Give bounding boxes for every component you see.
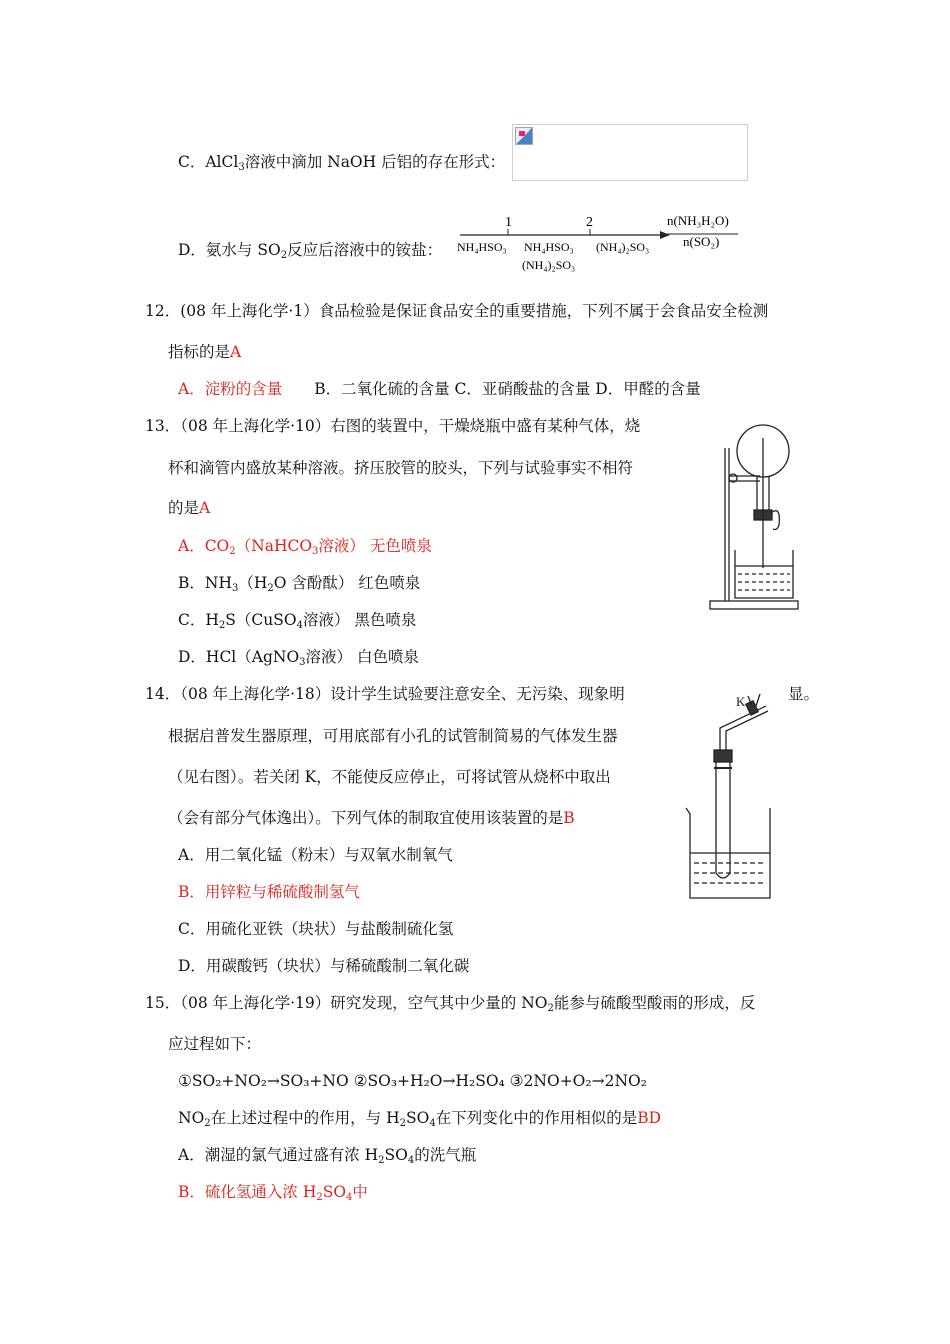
q15-question: $NO_2$在上述过程中的作用，与 $H_2SO_4$在下列变化中的作用相似的是BD <box>178 1109 662 1129</box>
q14-option-b: B．用锌粒与稀硫酸制氢气 <box>178 883 360 901</box>
q13-option-c: C．$H_2S(CuSO_4$溶液） 黑色喷泉 <box>178 611 417 631</box>
q13-stem-line1: 13．（08 年上海化学·10）右图的装置中，干燥烧瓶中盛有某种气体，烧 <box>145 417 641 435</box>
q14-stem-line3: （见右图）。若关闭 K，不能使反应停止，可将试管从烧杯中取出 <box>168 768 611 786</box>
q15-stem-line1: 15．（08 年上海化学·19）研究发现，空气其中少量的 $NO_2$能参与硫酸型酸雨的形成，反 <box>145 994 756 1014</box>
q12-stem-line2: 指标的是A <box>168 343 242 361</box>
ratio-axis-diagram <box>455 210 745 275</box>
q12-answer: A <box>230 343 242 361</box>
q12-options <box>178 379 701 399</box>
broken-image-placeholder <box>512 124 748 181</box>
q13-stem-line2: 杯和滴管内盛放某种溶液。挤压胶管的胶头，下列与试验事实不相符 <box>168 459 634 477</box>
q15-option-a: A．潮湿的氯气通过盛有浓 $H_2SO_4$的洗气瓶 <box>178 1146 477 1166</box>
q13-option-a: A．$CO_2(NaHCO_3$溶液） 无色喷泉 <box>178 537 432 557</box>
segment-2-label-b: (NH₄)₂SO₃ <box>522 258 576 272</box>
q13-option-d: D．HCl（AgNO$_3$溶液） 白色喷泉 <box>178 648 419 668</box>
q15-option-b: B．硫化氢通入浓 $H_2SO_4$中 <box>178 1183 368 1203</box>
q12-options-bcd: B．二氧化硫的含量 C．亚硝酸盐的含量 D．甲醛的含量 <box>314 380 701 398</box>
q14-stem-line1-tail: 显。 <box>788 685 820 703</box>
fountain-apparatus-figure <box>705 418 815 618</box>
q14-option-d: D．用碳酸钙（块状）与稀硫酸制二氧化碳 <box>178 957 470 975</box>
broken-image-icon <box>515 127 533 145</box>
q14-stem-line4: （会有部分气体逸出）。下列气体的制取宜使用该装置的是B <box>168 809 575 827</box>
ratio-denominator: n(SO₂) <box>683 234 720 249</box>
segment-3-label: (NH₄)₂SO₃ <box>596 240 650 254</box>
axis-tick-2: 2 <box>586 215 593 230</box>
ratio-numerator: n(NH₃H₂O) <box>667 213 729 228</box>
q12-option-a: A．淀粉的含量 <box>178 380 283 398</box>
gas-generator-figure <box>678 688 788 908</box>
q11-option-d: D．氨水与 $SO_2$反应后溶液中的铵盐： <box>178 241 443 261</box>
q13-stem-line3: 的是A <box>168 499 211 517</box>
q14-stem-line2: 根据启普发生器原理，可用底部有小孔的试管制简易的气体发生器 <box>168 727 618 745</box>
q14-option-a: A．用二氧化锰（粉末）与双氧水制氧气 <box>178 846 453 864</box>
q15-equations: ①SO₂+NO₂→SO₃+NO ②SO₃+H₂O→H₂SO₄ ③2NO+O₂→2NO₂ <box>178 1072 647 1090</box>
q14-option-c: C．用硫化亚铁（块状）与盐酸制硫化氢 <box>178 920 454 938</box>
axis-tick-1: 1 <box>505 215 512 230</box>
q13-answer: A <box>199 499 211 517</box>
valve-label-k: K <box>736 694 746 709</box>
q13-option-b: B．$NH_3(H_2O$ 含酚酞） 红色喷泉 <box>178 574 421 594</box>
segment-1-label: NH₄HSO₃ <box>457 240 507 254</box>
segment-2-label-a: NH₄HSO₃ <box>524 240 574 254</box>
q14-answer: B <box>563 809 575 827</box>
q15-stem-line2: 应过程如下： <box>168 1035 262 1053</box>
q14-stem-line1: 14．（08 年上海化学·18）设计学生试验要注意安全、无污染、现象明 <box>145 685 625 703</box>
q12-stem: 12．(08 年上海化学·1）食品检验是保证食品安全的重要措施，下列不属于会食品安全检测 <box>145 302 769 320</box>
q11-option-c: C．AlCl$_3$溶液中滴加 NaOH 后铝的存在形式： <box>178 153 506 173</box>
q15-answer: BD <box>637 1109 662 1127</box>
